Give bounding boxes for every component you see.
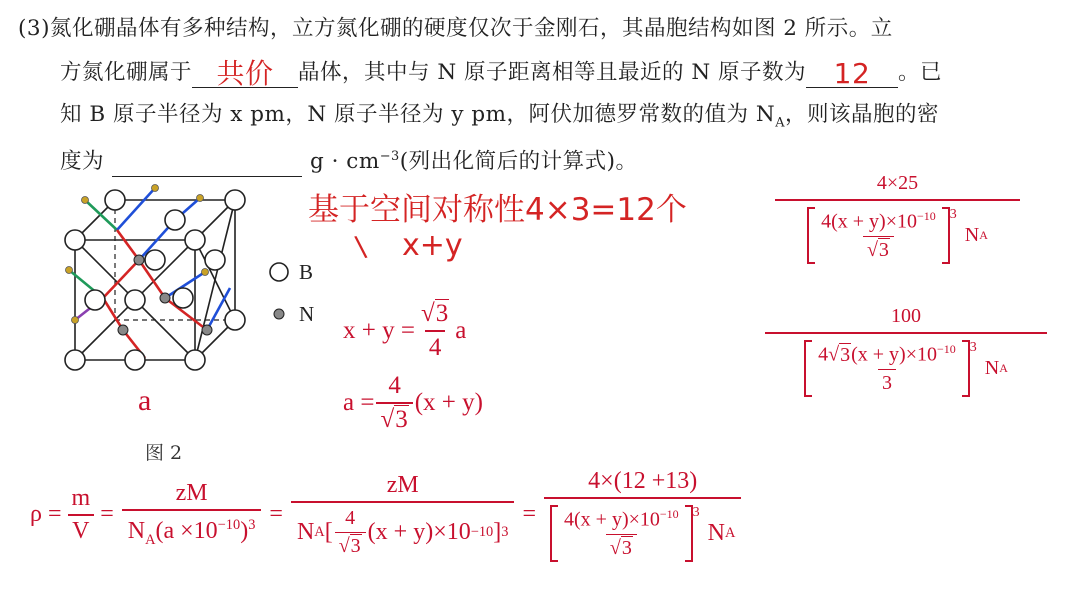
frac-sqrt3-over-4: $\frac{√3}{4}$ [420, 300, 449, 361]
density-equation: ρ = $\frac{m}{V}$ = $\frac{zM}{N_A(a \times 10^{-10})^3}$ = zM N A [ $\frac{4}{√3}$ (x + y)×10 −10 ] 3 = 4×(12 +13) $\frac{4(x + y)\times 10^{-10}}{√3}$ $^3$ N A [30, 468, 749, 562]
blank-density [112, 152, 302, 177]
frac-final-density: 4×(12 +13) $\frac{4(x + y)\times 10^{-10}}{√3}$ $^3$ N A [544, 468, 741, 562]
answer-n-count: 12 [833, 57, 871, 90]
question-line-3: 知 B 原子半径为 x pm，N 原子半径为 y pm，阿伏加德罗常数的值为 $N_A$，则该晶胞的密 [60, 102, 940, 131]
legend-n-marker [274, 309, 284, 319]
equation-x-plus-y: x + y = $\frac{√3}{4}$ a [343, 300, 467, 361]
question-line-2: 方氮化硼属于 共价 晶体，其中与 N 原子距离相等且最近的 N 原子数为 12 。已 [60, 57, 942, 90]
legend-b-marker [270, 263, 288, 281]
frac-zm-over-na-xy: zM N A [ $\frac{4}{√3}$ (x + y)×10 −10 ] 3 [291, 472, 515, 558]
crystal-structure-figure [55, 180, 325, 420]
equation-a: a = $\frac{4}{√3}$ (x + y) [343, 372, 483, 433]
answer-crystal-type: 共价 [216, 57, 274, 90]
frac-m-over-v: $\frac{m}{V}$ [68, 485, 95, 545]
x-plus-y-note: x+y [402, 228, 463, 263]
frac-zm-over-na-a3: $\frac{zM}{N_A(a \times 10^{-10})^3}$ [122, 480, 262, 549]
blank-crystal-type [192, 57, 298, 90]
tick-mark: \ [353, 229, 369, 264]
question-line-4: 度为 $g \cdot cm^{-3}$(列出化简后的计算式)。 [60, 142, 638, 177]
blank-n-count [806, 57, 898, 90]
symmetry-note: 基于空间对称性4×3=12个 [308, 192, 687, 228]
frac-4-over-sqrt3: $\frac{4}{√3}$ [376, 372, 412, 434]
legend-b-label: B [299, 260, 314, 284]
legend-n-label: N [299, 302, 315, 326]
density-fraction-2: 100 $\frac{4√3(x + y)\times 10^{-10}}{3}$ $^3$ N A [765, 305, 1047, 397]
question-line-1: (3)氮化硼晶体有多种结构，立方氮化硼的硬度仅次于金刚石，其晶胞结构如图 2 所示。立 [18, 16, 893, 41]
edge-label-a: a [138, 384, 152, 417]
density-fraction-1: 4×25 $\frac{4(x + y)\times 10^{-10}}{√3}$ $^3$ N A [775, 172, 1020, 264]
figure-caption: 图 2 [145, 442, 183, 464]
